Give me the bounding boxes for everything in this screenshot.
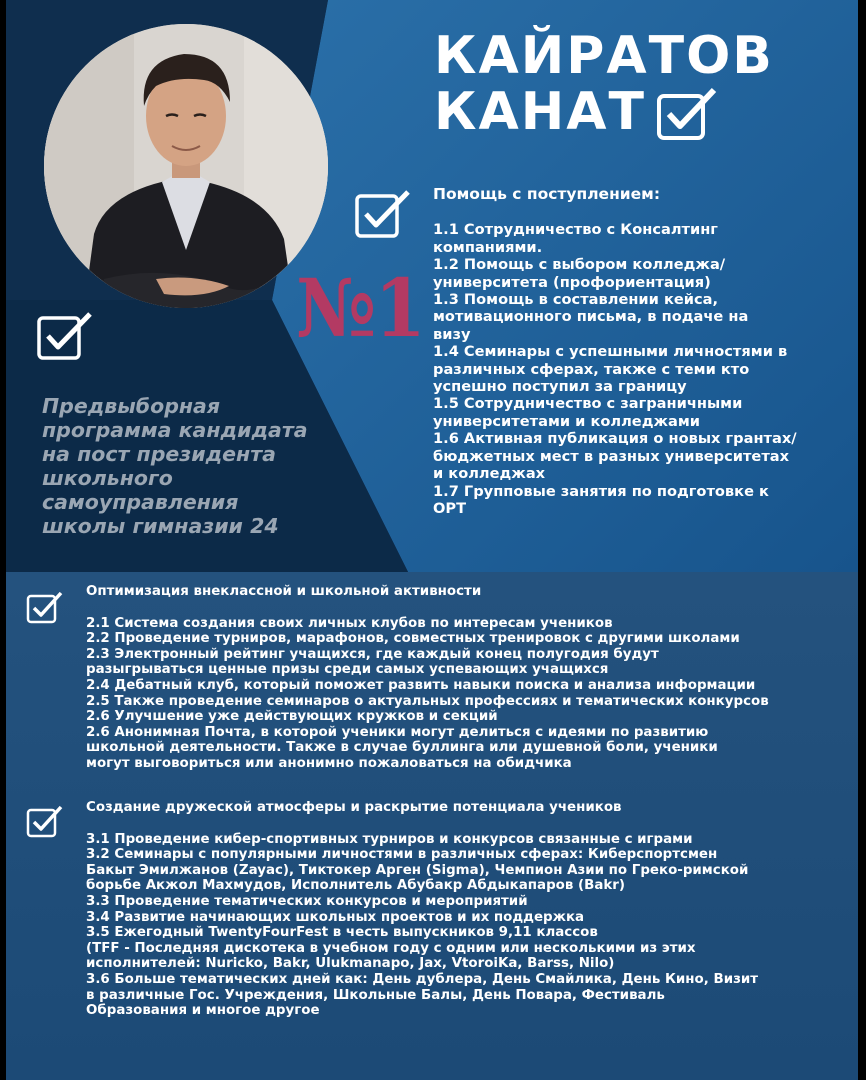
list-item: Образования и многое другое xyxy=(86,1003,320,1019)
list-item: разыгрываться ценные призы среди самых успевающих учащихся xyxy=(86,662,609,678)
section-heading: Оптимизация внеклассной и школьной активности xyxy=(86,584,482,599)
list-item: ОРТ xyxy=(433,499,467,517)
number-one-badge: №1 xyxy=(296,262,424,356)
candidate-name xyxy=(434,28,774,140)
admission-help-section xyxy=(433,186,843,517)
name-line-1: КАЙРАТОВ xyxy=(434,26,774,86)
caption-line: школы гимназии 24 xyxy=(42,514,279,538)
list-item: 3.1 Проведение кибер-спортивных турниров и конкурсов связанные с играми xyxy=(86,831,693,847)
list-item: университетами и колледжами xyxy=(433,412,700,430)
list-item: 2.3 Электронный рейтинг учащихся, где каждый конец полугодия будут xyxy=(86,646,659,662)
checkbox-check-icon xyxy=(26,590,64,624)
list-item: 1.6 Активная публикация о новых грантах/ xyxy=(433,430,797,448)
list-item: 3.3 Проведение тематических конкурсов и мероприятий xyxy=(86,893,528,909)
list-item: бюджетных мест в разных университетах xyxy=(433,447,790,465)
list-item: 2.6 Улучшение уже действующих кружков и секций xyxy=(86,709,498,725)
caption-line: школьного xyxy=(42,466,173,490)
list-item: 2.5 Также проведение семинаров о актуальных профессиях и тематических конкурсов xyxy=(86,693,769,709)
list-item: успешно поступил за границу xyxy=(433,378,687,396)
candidate-photo xyxy=(44,24,328,308)
list-item: 3.6 Больше тематических дней как: День дублера, День Смайлика, День Кино, Визит xyxy=(86,971,759,987)
list-item: визу xyxy=(433,325,471,343)
list-item: 1.5 Сотрудничество с заграничными xyxy=(433,395,743,413)
list-item: школьной деятельности. Также в случае буллинга или душевной боли, ученики xyxy=(86,740,718,756)
checkbox-check-icon xyxy=(36,310,94,362)
list-item: 3.4 Развитие начинающих школьных проектов и их поддержка xyxy=(86,909,585,925)
activity-section xyxy=(86,584,769,772)
list-item: в различные Гос. Учреждения, Школьные Балы, День Повара, Фестиваль xyxy=(86,987,665,1003)
caption-line: на пост президента xyxy=(42,442,276,466)
list-item: 1.4 Семинары с успешными личностями в xyxy=(433,343,788,361)
checkbox-check-icon xyxy=(26,804,64,838)
list-item: 3.2 Семинары с популярными личностями в различных сферах: Киберспортсмен xyxy=(86,847,718,863)
list-item: 2.1 Система создания своих личных клубов по интересам учеников xyxy=(86,615,613,631)
list-item: 1.1 Сотрудничество с Консалтинг xyxy=(433,221,718,239)
checkbox-check-icon xyxy=(656,86,718,142)
section-heading: Создание дружеской атмосферы и раскрытие потенциала учеников xyxy=(86,800,622,815)
list-item: 3.5 Ежегодный TwentyFourFest в честь выпускников 9,11 классов xyxy=(86,925,598,941)
list-item: 2.6 Анонимная Почта, в которой ученики могут делиться с идеями по развитию xyxy=(86,724,709,740)
list-item: (TFF - Последняя дискотека в учебном году с одним или несколькими из этих xyxy=(86,940,696,956)
list-item: мотивационного письма, в подаче на xyxy=(433,308,749,326)
list-item: борьбе Акжол Махмудов, Исполнитель Абубакр Абдыкапаров (Bakr) xyxy=(86,878,625,894)
list-item: могут выговориться или анонимно пожаловаться на обидчика xyxy=(86,755,572,771)
list-item: 1.2 Помощь с выбором колледжа/ xyxy=(433,256,726,274)
caption-line: Предвыборная xyxy=(42,394,221,418)
caption-line: программа кандидата xyxy=(42,418,308,442)
list-item: исполнителей: Nuricko, Bakr, Ulukmanapo, Jax, VtoroiKa, Barss, Nilo) xyxy=(86,956,615,972)
name-line-2: КАНАТ xyxy=(434,82,646,142)
list-item: различных сферах, также с теми кто xyxy=(433,360,750,378)
atmosphere-section xyxy=(86,800,758,1019)
list-item: университета (профориентация) xyxy=(433,273,711,291)
list-item: 1.3 Помощь в составлении кейса, xyxy=(433,291,719,309)
candidate-program-caption xyxy=(42,394,332,538)
section-heading: Помощь с поступлением: xyxy=(433,185,661,203)
list-item: 2.4 Дебатный клуб, который поможет развить навыки поиска и анализа информации xyxy=(86,677,756,693)
checkbox-check-icon xyxy=(354,188,412,240)
list-item: 1.7 Групповые занятия по подготовке к xyxy=(433,482,769,500)
list-item: Бакыт Эмилжанов (Zayac), Тиктокер Арген (Sigma), Чемпион Азии по Греко-римской xyxy=(86,862,749,878)
list-item: и колледжах xyxy=(433,465,546,483)
list-item: компаниями. xyxy=(433,238,543,256)
poster xyxy=(6,0,858,1080)
list-item: 2.2 Проведение турниров, марафонов, совместных тренировок с другими школами xyxy=(86,631,740,647)
caption-line: самоуправления xyxy=(42,490,239,514)
